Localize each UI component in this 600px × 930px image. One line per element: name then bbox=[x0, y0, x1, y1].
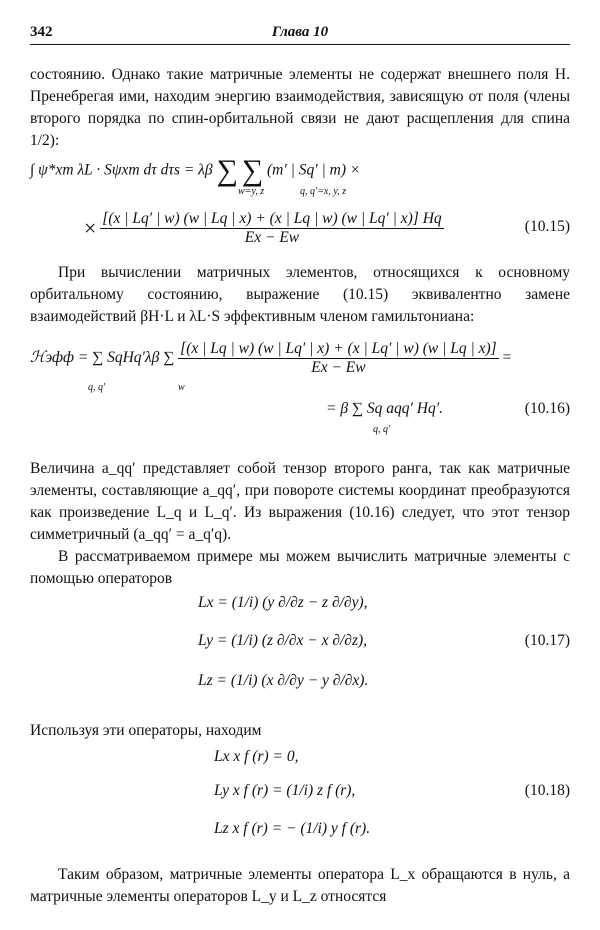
eq-10-15-fraction bbox=[100, 210, 443, 247]
eq-10-15-sum2-index: q, q′=x, y, z bbox=[300, 186, 347, 197]
eq-10-15-factor: (m′ | Sq′ | m) × bbox=[267, 161, 361, 179]
eq-10-18-line2: Ly x f (r) = (1/i) z f (r), bbox=[214, 782, 356, 799]
eq-10-16-sum2-index: w bbox=[178, 382, 185, 393]
eq-10-16-lhs: ℋэфф = ∑ SqHq′λβ ∑ bbox=[30, 349, 175, 367]
paragraph-2: При вычислении матричных элементов, относящихся к основному орбитальному состоянию, выражение (10.15) эквивалентно замене взаимодействий βH·L и λL·S эффективным членом гамильтониана: bbox=[30, 264, 570, 325]
equals-sign: = bbox=[502, 349, 512, 367]
eq-10-15-line1 bbox=[30, 154, 360, 188]
paragraph-1: состоянию. Однако такие матричные элементы не содержат внешнего поля H. Пренебрегая ими, находим энергию взаимодействия, зависящую от поля (члены второго порядка по спин-орбитальной связи не дают расщепления для спина 1/2): bbox=[30, 66, 570, 149]
eq-10-16-denominator: Ex − Ew bbox=[311, 359, 366, 376]
paragraph-5: Используя эти операторы, находим bbox=[30, 722, 262, 739]
eq-10-18-line1: Lx x f (r) = 0, bbox=[214, 748, 299, 765]
eq-10-15-numerator: [(x | Lq′ | w) (w | Lq | x) + (x | Lq | w) (w | Lq′ | x)] Hq bbox=[102, 210, 442, 227]
paragraph-4: В рассматриваемом примере мы можем вычислить матричные элементы с помощью операторов bbox=[30, 548, 570, 587]
page-header bbox=[30, 24, 570, 45]
paragraph-3: Величина a_qq′ представляет собой тензор второго ранга, так как матричные элементы, составляющие a_qq′, при повороте системы координат преобразуются как произведение L_q и L_q′. Из выражения (10.16) следует, что этот тензор симметричный (a_qq′ = a_q′q). bbox=[30, 460, 570, 543]
eq-10-16-sum1-index: q, q′ bbox=[88, 382, 106, 393]
eq-10-15-denominator: Ex − Ew bbox=[244, 229, 300, 246]
paragraph-6: Таким образом, матричные элементы оператора L_x обращаются в нуль, а матричные элементы операторов L_y и L_z относятся bbox=[30, 866, 570, 905]
eq-10-15-number: (10.15) bbox=[524, 218, 570, 235]
eq-10-16-line1 bbox=[30, 340, 511, 377]
eq-10-17-number: (10.17) bbox=[524, 632, 570, 649]
eq-10-17-lz: Lz = (1/i) (x ∂/∂y − y ∂/∂x). bbox=[198, 672, 369, 689]
eq-10-16-line2-index: q, q′ bbox=[373, 424, 391, 435]
eq-10-15-lhs: ∫ ψ*xm λL · Sψxm dτ dτs = λβ bbox=[30, 161, 213, 179]
eq-10-16-numerator: [(x | Lq | w) (w | Lq′ | x) + (x | Lq′ | w) (w | Lq | x)] bbox=[180, 340, 497, 357]
eq-10-15-sum1-index: w=y, z bbox=[238, 186, 265, 197]
sum-sign-icon: ∑ bbox=[241, 154, 264, 187]
chapter-title: Глава 10 bbox=[271, 24, 329, 40]
eq-10-16-number: (10.16) bbox=[524, 400, 570, 417]
eq-10-18-number: (10.18) bbox=[524, 782, 570, 799]
eq-10-17-ly: Ly = (1/i) (z ∂/∂x − x ∂/∂z), bbox=[198, 632, 368, 649]
eq-10-18-line3: Lz x f (r) = − (1/i) y f (r). bbox=[214, 820, 371, 837]
sum-sign-icon: ∑ bbox=[216, 154, 238, 187]
page-number: 342 bbox=[30, 24, 53, 40]
times-icon: × bbox=[84, 215, 97, 241]
eq-10-16-fraction bbox=[178, 340, 499, 377]
eq-10-17-lx: Lx = (1/i) (y ∂/∂z − z ∂/∂y), bbox=[198, 594, 368, 611]
eq-10-16-line2: = β ∑ Sq aqq′ Hq′. bbox=[326, 400, 443, 417]
eq-10-15-line2 bbox=[84, 210, 444, 247]
